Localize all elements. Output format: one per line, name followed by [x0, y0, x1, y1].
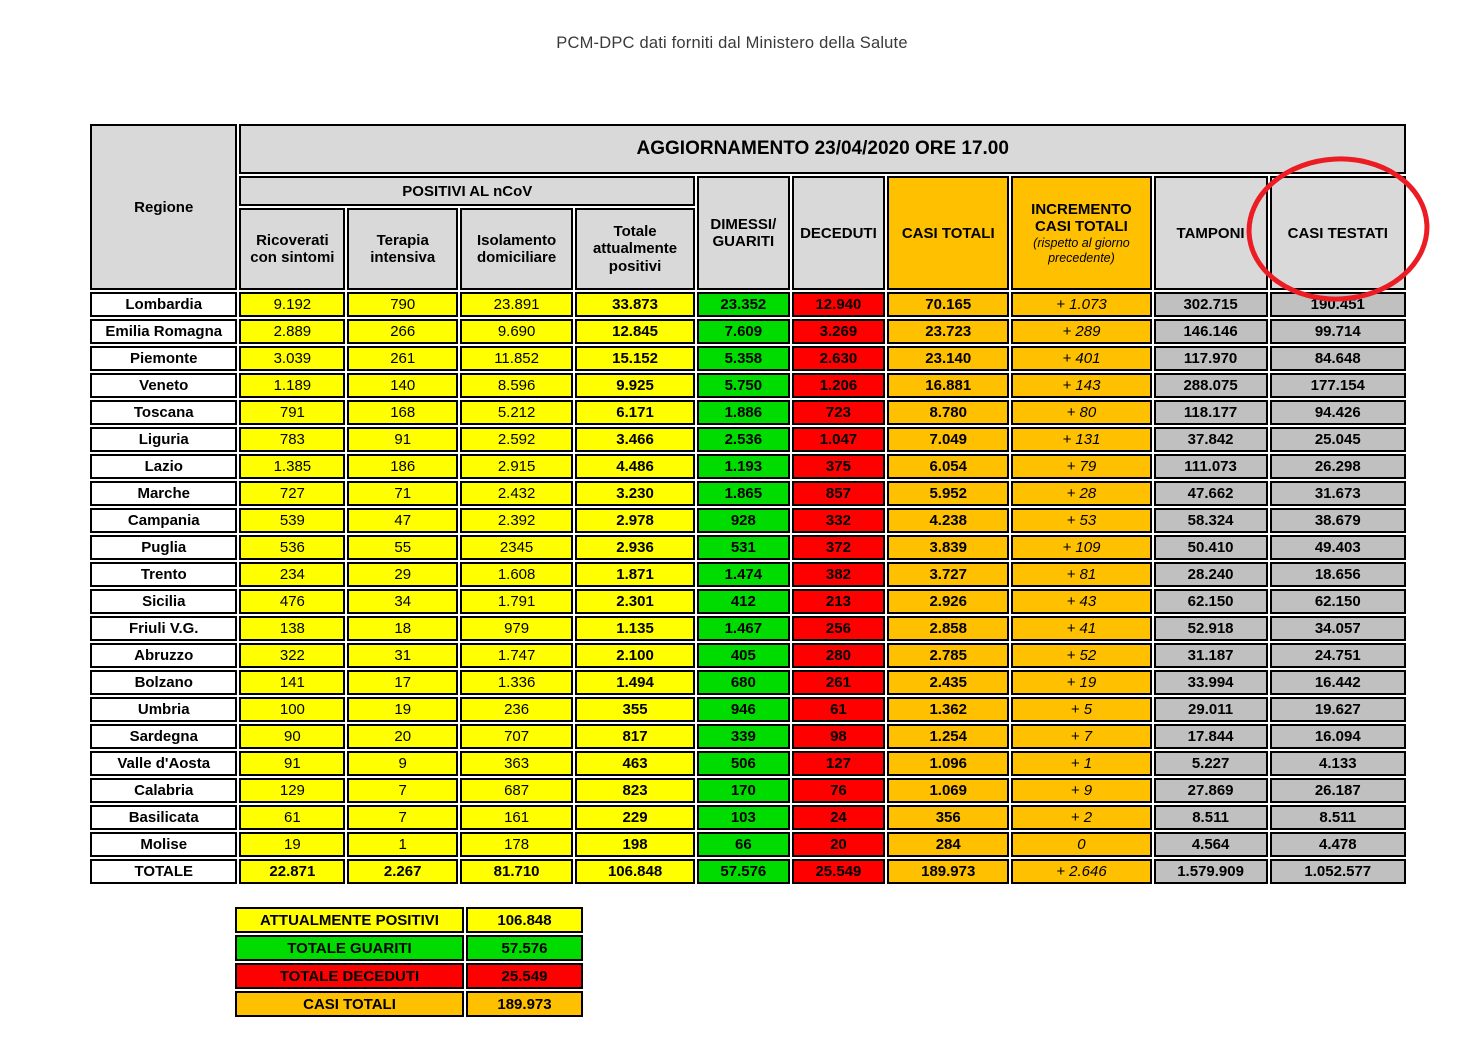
legend-label: TOTALE DECEDUTI [235, 963, 464, 989]
value-cell: + 2.646 [1011, 859, 1151, 884]
value-cell: 3.269 [792, 319, 886, 344]
value-cell: 4.133 [1270, 751, 1406, 776]
region-cell: Emilia Romagna [90, 319, 237, 344]
value-cell: 817 [575, 724, 695, 749]
value-cell: 189.973 [887, 859, 1009, 884]
value-cell: 31.187 [1154, 643, 1268, 668]
value-cell: 76 [792, 778, 886, 803]
value-cell: 178 [460, 832, 573, 857]
value-cell: 24 [792, 805, 886, 830]
region-cell: Abruzzo [90, 643, 237, 668]
value-cell: 99.714 [1270, 319, 1406, 344]
value-cell: 280 [792, 643, 886, 668]
value-cell: 412 [697, 589, 790, 614]
value-cell: 8.511 [1154, 805, 1268, 830]
value-cell: + 9 [1011, 778, 1151, 803]
value-cell: 1.052.577 [1270, 859, 1406, 884]
table-row [90, 346, 1406, 371]
value-cell: + 19 [1011, 670, 1151, 695]
covid-regions-table [88, 122, 1408, 886]
value-cell: 15.152 [575, 346, 695, 371]
casi-testati-header: CASI TESTATI [1270, 176, 1406, 290]
value-cell: 16.094 [1270, 724, 1406, 749]
value-cell: 19 [347, 697, 458, 722]
value-cell: 66 [697, 832, 790, 857]
value-cell: 1.747 [460, 643, 573, 668]
value-cell: 34 [347, 589, 458, 614]
value-cell: 8.596 [460, 373, 573, 398]
ricoverati-subheader: Ricoverati con sintomi [239, 208, 345, 290]
value-cell: 140 [347, 373, 458, 398]
incremento-header [1011, 176, 1151, 290]
value-cell: 118.177 [1154, 400, 1268, 425]
value-cell: 29 [347, 562, 458, 587]
value-cell: 16.442 [1270, 670, 1406, 695]
value-cell: 146.146 [1154, 319, 1268, 344]
summary-legend-table [233, 905, 585, 1019]
value-cell: 33.873 [575, 292, 695, 317]
value-cell: 37.842 [1154, 427, 1268, 452]
value-cell: 1.336 [460, 670, 573, 695]
table-row [90, 751, 1406, 776]
region-cell: Molise [90, 832, 237, 857]
value-cell: 26.298 [1270, 454, 1406, 479]
region-cell: Marche [90, 481, 237, 506]
value-cell: + 53 [1011, 508, 1151, 533]
region-cell: Friuli V.G. [90, 616, 237, 641]
deceduti-header: DECEDUTI [792, 176, 886, 290]
value-cell: 1.791 [460, 589, 573, 614]
value-cell: 94.426 [1270, 400, 1406, 425]
value-cell: + 5 [1011, 697, 1151, 722]
region-cell: Sicilia [90, 589, 237, 614]
value-cell: 382 [792, 562, 886, 587]
table-row [90, 373, 1406, 398]
value-cell: 161 [460, 805, 573, 830]
value-cell: + 81 [1011, 562, 1151, 587]
table-row [90, 481, 1406, 506]
value-cell: + 143 [1011, 373, 1151, 398]
value-cell: 234 [239, 562, 345, 587]
value-cell: 1 [347, 832, 458, 857]
table-row [90, 319, 1406, 344]
value-cell: 2.432 [460, 481, 573, 506]
value-cell: 256 [792, 616, 886, 641]
value-cell: 2.785 [887, 643, 1009, 668]
value-cell: 723 [792, 400, 886, 425]
value-cell: 1.206 [792, 373, 886, 398]
value-cell: 2.267 [347, 859, 458, 884]
table-row [90, 616, 1406, 641]
value-cell: 2.592 [460, 427, 573, 452]
value-cell: 6.054 [887, 454, 1009, 479]
value-cell: 1.871 [575, 562, 695, 587]
value-cell: 229 [575, 805, 695, 830]
value-cell: 707 [460, 724, 573, 749]
value-cell: 198 [575, 832, 695, 857]
value-cell: 261 [792, 670, 886, 695]
value-cell: 1.193 [697, 454, 790, 479]
value-cell: 84.648 [1270, 346, 1406, 371]
table-row [90, 562, 1406, 587]
positivi-group-header: POSITIVI AL nCoV [239, 176, 695, 206]
value-cell: 31.673 [1270, 481, 1406, 506]
value-cell: 680 [697, 670, 790, 695]
value-cell: 2.936 [575, 535, 695, 560]
value-cell: 25.549 [792, 859, 886, 884]
value-cell: 190.451 [1270, 292, 1406, 317]
value-cell: 2.536 [697, 427, 790, 452]
incremento-header-title: INCREMENTO CASI TOTALI [1031, 200, 1132, 235]
legend-row [235, 963, 583, 989]
value-cell: 5.750 [697, 373, 790, 398]
value-cell: 81.710 [460, 859, 573, 884]
table-row [90, 454, 1406, 479]
value-cell: 61 [239, 805, 345, 830]
tamponi-header: TAMPONI [1154, 176, 1268, 290]
table-row [90, 670, 1406, 695]
value-cell: 58.324 [1154, 508, 1268, 533]
regione-header: Regione [90, 124, 237, 290]
casi-totali-header: CASI TOTALI [887, 176, 1009, 290]
value-cell: 322 [239, 643, 345, 668]
value-cell: 129 [239, 778, 345, 803]
value-cell: 90 [239, 724, 345, 749]
value-cell: 33.994 [1154, 670, 1268, 695]
value-cell: 17 [347, 670, 458, 695]
region-cell: Veneto [90, 373, 237, 398]
value-cell: 783 [239, 427, 345, 452]
value-cell: 2.915 [460, 454, 573, 479]
legend-label: CASI TOTALI [235, 991, 464, 1017]
value-cell: 463 [575, 751, 695, 776]
value-cell: 19 [239, 832, 345, 857]
value-cell: 12.845 [575, 319, 695, 344]
table-row [90, 508, 1406, 533]
value-cell: + 52 [1011, 643, 1151, 668]
value-cell: 9 [347, 751, 458, 776]
value-cell: 12.940 [792, 292, 886, 317]
value-cell: 2.978 [575, 508, 695, 533]
value-cell: 236 [460, 697, 573, 722]
value-cell: 6.171 [575, 400, 695, 425]
value-cell: 106.848 [575, 859, 695, 884]
value-cell: 791 [239, 400, 345, 425]
value-cell: 9.192 [239, 292, 345, 317]
value-cell: 29.011 [1154, 697, 1268, 722]
value-cell: 284 [887, 832, 1009, 857]
value-cell: 20 [347, 724, 458, 749]
legend-label: ATTUALMENTE POSITIVI [235, 907, 464, 933]
value-cell: 261 [347, 346, 458, 371]
value-cell: + 43 [1011, 589, 1151, 614]
value-cell: 61 [792, 697, 886, 722]
region-cell: Sardegna [90, 724, 237, 749]
value-cell: 17.844 [1154, 724, 1268, 749]
value-cell: 531 [697, 535, 790, 560]
value-cell: 4.486 [575, 454, 695, 479]
value-cell: 7 [347, 805, 458, 830]
value-cell: 302.715 [1154, 292, 1268, 317]
value-cell: 9.690 [460, 319, 573, 344]
value-cell: 70.165 [887, 292, 1009, 317]
value-cell: 62.150 [1270, 589, 1406, 614]
value-cell: + 7 [1011, 724, 1151, 749]
value-cell: 372 [792, 535, 886, 560]
value-cell: 266 [347, 319, 458, 344]
value-cell: 50.410 [1154, 535, 1268, 560]
value-cell: 98 [792, 724, 886, 749]
value-cell: + 131 [1011, 427, 1151, 452]
region-cell: Trento [90, 562, 237, 587]
value-cell: 27.869 [1154, 778, 1268, 803]
value-cell: 536 [239, 535, 345, 560]
value-cell: 1.608 [460, 562, 573, 587]
value-cell: 3.727 [887, 562, 1009, 587]
value-cell: 100 [239, 697, 345, 722]
value-cell: 28.240 [1154, 562, 1268, 587]
value-cell: 1.579.909 [1154, 859, 1268, 884]
value-cell: 1.865 [697, 481, 790, 506]
value-cell: 7.609 [697, 319, 790, 344]
region-cell: Valle d'Aosta [90, 751, 237, 776]
legend-label: TOTALE GUARITI [235, 935, 464, 961]
value-cell: 1.494 [575, 670, 695, 695]
value-cell: 687 [460, 778, 573, 803]
value-cell: 3.466 [575, 427, 695, 452]
value-cell: 177.154 [1270, 373, 1406, 398]
value-cell: 1.474 [697, 562, 790, 587]
table-row [90, 427, 1406, 452]
region-cell: Umbria [90, 697, 237, 722]
value-cell: 9.925 [575, 373, 695, 398]
isolamento-subheader: Isolamento domiciliare [460, 208, 573, 290]
page-title: PCM-DPC dati forniti dal Ministero della Salute [556, 34, 908, 52]
table-row [90, 643, 1406, 668]
value-cell: 168 [347, 400, 458, 425]
value-cell: 946 [697, 697, 790, 722]
value-cell: 4.238 [887, 508, 1009, 533]
value-cell: 170 [697, 778, 790, 803]
totale-positivi-subheader: Totale attualmente positivi [575, 208, 695, 290]
value-cell: 23.140 [887, 346, 1009, 371]
value-cell: 2.301 [575, 589, 695, 614]
value-cell: 4.478 [1270, 832, 1406, 857]
region-cell: Calabria [90, 778, 237, 803]
legend-value: 57.576 [466, 935, 583, 961]
incremento-header-note: (rispetto al giorno precedente) [1033, 235, 1130, 265]
value-cell: + 28 [1011, 481, 1151, 506]
value-cell: 1.069 [887, 778, 1009, 803]
value-cell: 5.212 [460, 400, 573, 425]
value-cell: 476 [239, 589, 345, 614]
value-cell: 2.392 [460, 508, 573, 533]
value-cell: 213 [792, 589, 886, 614]
table-row [90, 589, 1406, 614]
value-cell: 34.057 [1270, 616, 1406, 641]
value-cell: 62.150 [1154, 589, 1268, 614]
table-row [90, 292, 1406, 317]
value-cell: + 79 [1011, 454, 1151, 479]
value-cell: 363 [460, 751, 573, 776]
value-cell: + 289 [1011, 319, 1151, 344]
table-row [90, 697, 1406, 722]
value-cell: 31 [347, 643, 458, 668]
region-cell: Lombardia [90, 292, 237, 317]
table-row [90, 400, 1406, 425]
region-cell: Lazio [90, 454, 237, 479]
value-cell: 727 [239, 481, 345, 506]
legend-row [235, 907, 583, 933]
value-cell: 52.918 [1154, 616, 1268, 641]
value-cell: 8.780 [887, 400, 1009, 425]
value-cell: 2345 [460, 535, 573, 560]
value-cell: 539 [239, 508, 345, 533]
value-cell: 3.839 [887, 535, 1009, 560]
legend-value: 25.549 [466, 963, 583, 989]
value-cell: 7 [347, 778, 458, 803]
value-cell: 1.096 [887, 751, 1009, 776]
table-row [90, 535, 1406, 560]
value-cell: 71 [347, 481, 458, 506]
region-cell: TOTALE [90, 859, 237, 884]
value-cell: 38.679 [1270, 508, 1406, 533]
region-cell: Piemonte [90, 346, 237, 371]
region-cell: Basilicata [90, 805, 237, 830]
value-cell: 91 [347, 427, 458, 452]
value-cell: 3.230 [575, 481, 695, 506]
value-cell: 339 [697, 724, 790, 749]
value-cell: 20 [792, 832, 886, 857]
value-cell: 1.189 [239, 373, 345, 398]
value-cell: 111.073 [1154, 454, 1268, 479]
value-cell: 23.352 [697, 292, 790, 317]
value-cell: + 2 [1011, 805, 1151, 830]
region-cell: Bolzano [90, 670, 237, 695]
value-cell: 138 [239, 616, 345, 641]
value-cell: 16.881 [887, 373, 1009, 398]
value-cell: 2.630 [792, 346, 886, 371]
value-cell: 2.926 [887, 589, 1009, 614]
value-cell: 356 [887, 805, 1009, 830]
value-cell: + 1.073 [1011, 292, 1151, 317]
value-cell: 19.627 [1270, 697, 1406, 722]
value-cell: 117.970 [1154, 346, 1268, 371]
value-cell: 11.852 [460, 346, 573, 371]
value-cell: 375 [792, 454, 886, 479]
value-cell: 979 [460, 616, 573, 641]
region-cell: Toscana [90, 400, 237, 425]
value-cell: 103 [697, 805, 790, 830]
value-cell: 55 [347, 535, 458, 560]
total-row [90, 859, 1406, 884]
value-cell: 22.871 [239, 859, 345, 884]
value-cell: 57.576 [697, 859, 790, 884]
value-cell: 7.049 [887, 427, 1009, 452]
value-cell: 405 [697, 643, 790, 668]
value-cell: 2.889 [239, 319, 345, 344]
value-cell: 5.227 [1154, 751, 1268, 776]
value-cell: 2.858 [887, 616, 1009, 641]
value-cell: 18 [347, 616, 458, 641]
value-cell: 23.891 [460, 292, 573, 317]
value-cell: 1.385 [239, 454, 345, 479]
region-cell: Puglia [90, 535, 237, 560]
value-cell: 26.187 [1270, 778, 1406, 803]
value-cell: 5.358 [697, 346, 790, 371]
value-cell: 47 [347, 508, 458, 533]
value-cell: 928 [697, 508, 790, 533]
value-cell: 141 [239, 670, 345, 695]
legend-row [235, 935, 583, 961]
value-cell: 1.467 [697, 616, 790, 641]
value-cell: 5.952 [887, 481, 1009, 506]
value-cell: + 109 [1011, 535, 1151, 560]
value-cell: + 1 [1011, 751, 1151, 776]
value-cell: 2.100 [575, 643, 695, 668]
update-banner: AGGIORNAMENTO 23/04/2020 ORE 17.00 [239, 124, 1406, 174]
terapia-subheader: Terapia intensiva [347, 208, 458, 290]
value-cell: 355 [575, 697, 695, 722]
value-cell: 790 [347, 292, 458, 317]
value-cell: 23.723 [887, 319, 1009, 344]
legend-value: 106.848 [466, 907, 583, 933]
value-cell: 332 [792, 508, 886, 533]
value-cell: 8.511 [1270, 805, 1406, 830]
dimessi-guariti-header: DIMESSI/ GUARITI [697, 176, 790, 290]
value-cell: 3.039 [239, 346, 345, 371]
table-row [90, 832, 1406, 857]
value-cell: 49.403 [1270, 535, 1406, 560]
region-cell: Campania [90, 508, 237, 533]
value-cell: 857 [792, 481, 886, 506]
value-cell: 288.075 [1154, 373, 1268, 398]
value-cell: 2.435 [887, 670, 1009, 695]
value-cell: 186 [347, 454, 458, 479]
value-cell: 25.045 [1270, 427, 1406, 452]
value-cell: 1.047 [792, 427, 886, 452]
table-row [90, 724, 1406, 749]
value-cell: + 41 [1011, 616, 1151, 641]
value-cell: 0 [1011, 832, 1151, 857]
table-row [90, 778, 1406, 803]
value-cell: 1.135 [575, 616, 695, 641]
value-cell: + 401 [1011, 346, 1151, 371]
region-cell: Liguria [90, 427, 237, 452]
value-cell: 127 [792, 751, 886, 776]
value-cell: 506 [697, 751, 790, 776]
value-cell: 1.362 [887, 697, 1009, 722]
value-cell: 24.751 [1270, 643, 1406, 668]
value-cell: 47.662 [1154, 481, 1268, 506]
legend-row [235, 991, 583, 1017]
value-cell: 1.886 [697, 400, 790, 425]
value-cell: 823 [575, 778, 695, 803]
legend-value: 189.973 [466, 991, 583, 1017]
value-cell: 4.564 [1154, 832, 1268, 857]
value-cell: 1.254 [887, 724, 1009, 749]
value-cell: + 80 [1011, 400, 1151, 425]
value-cell: 18.656 [1270, 562, 1406, 587]
table-row [90, 805, 1406, 830]
value-cell: 91 [239, 751, 345, 776]
